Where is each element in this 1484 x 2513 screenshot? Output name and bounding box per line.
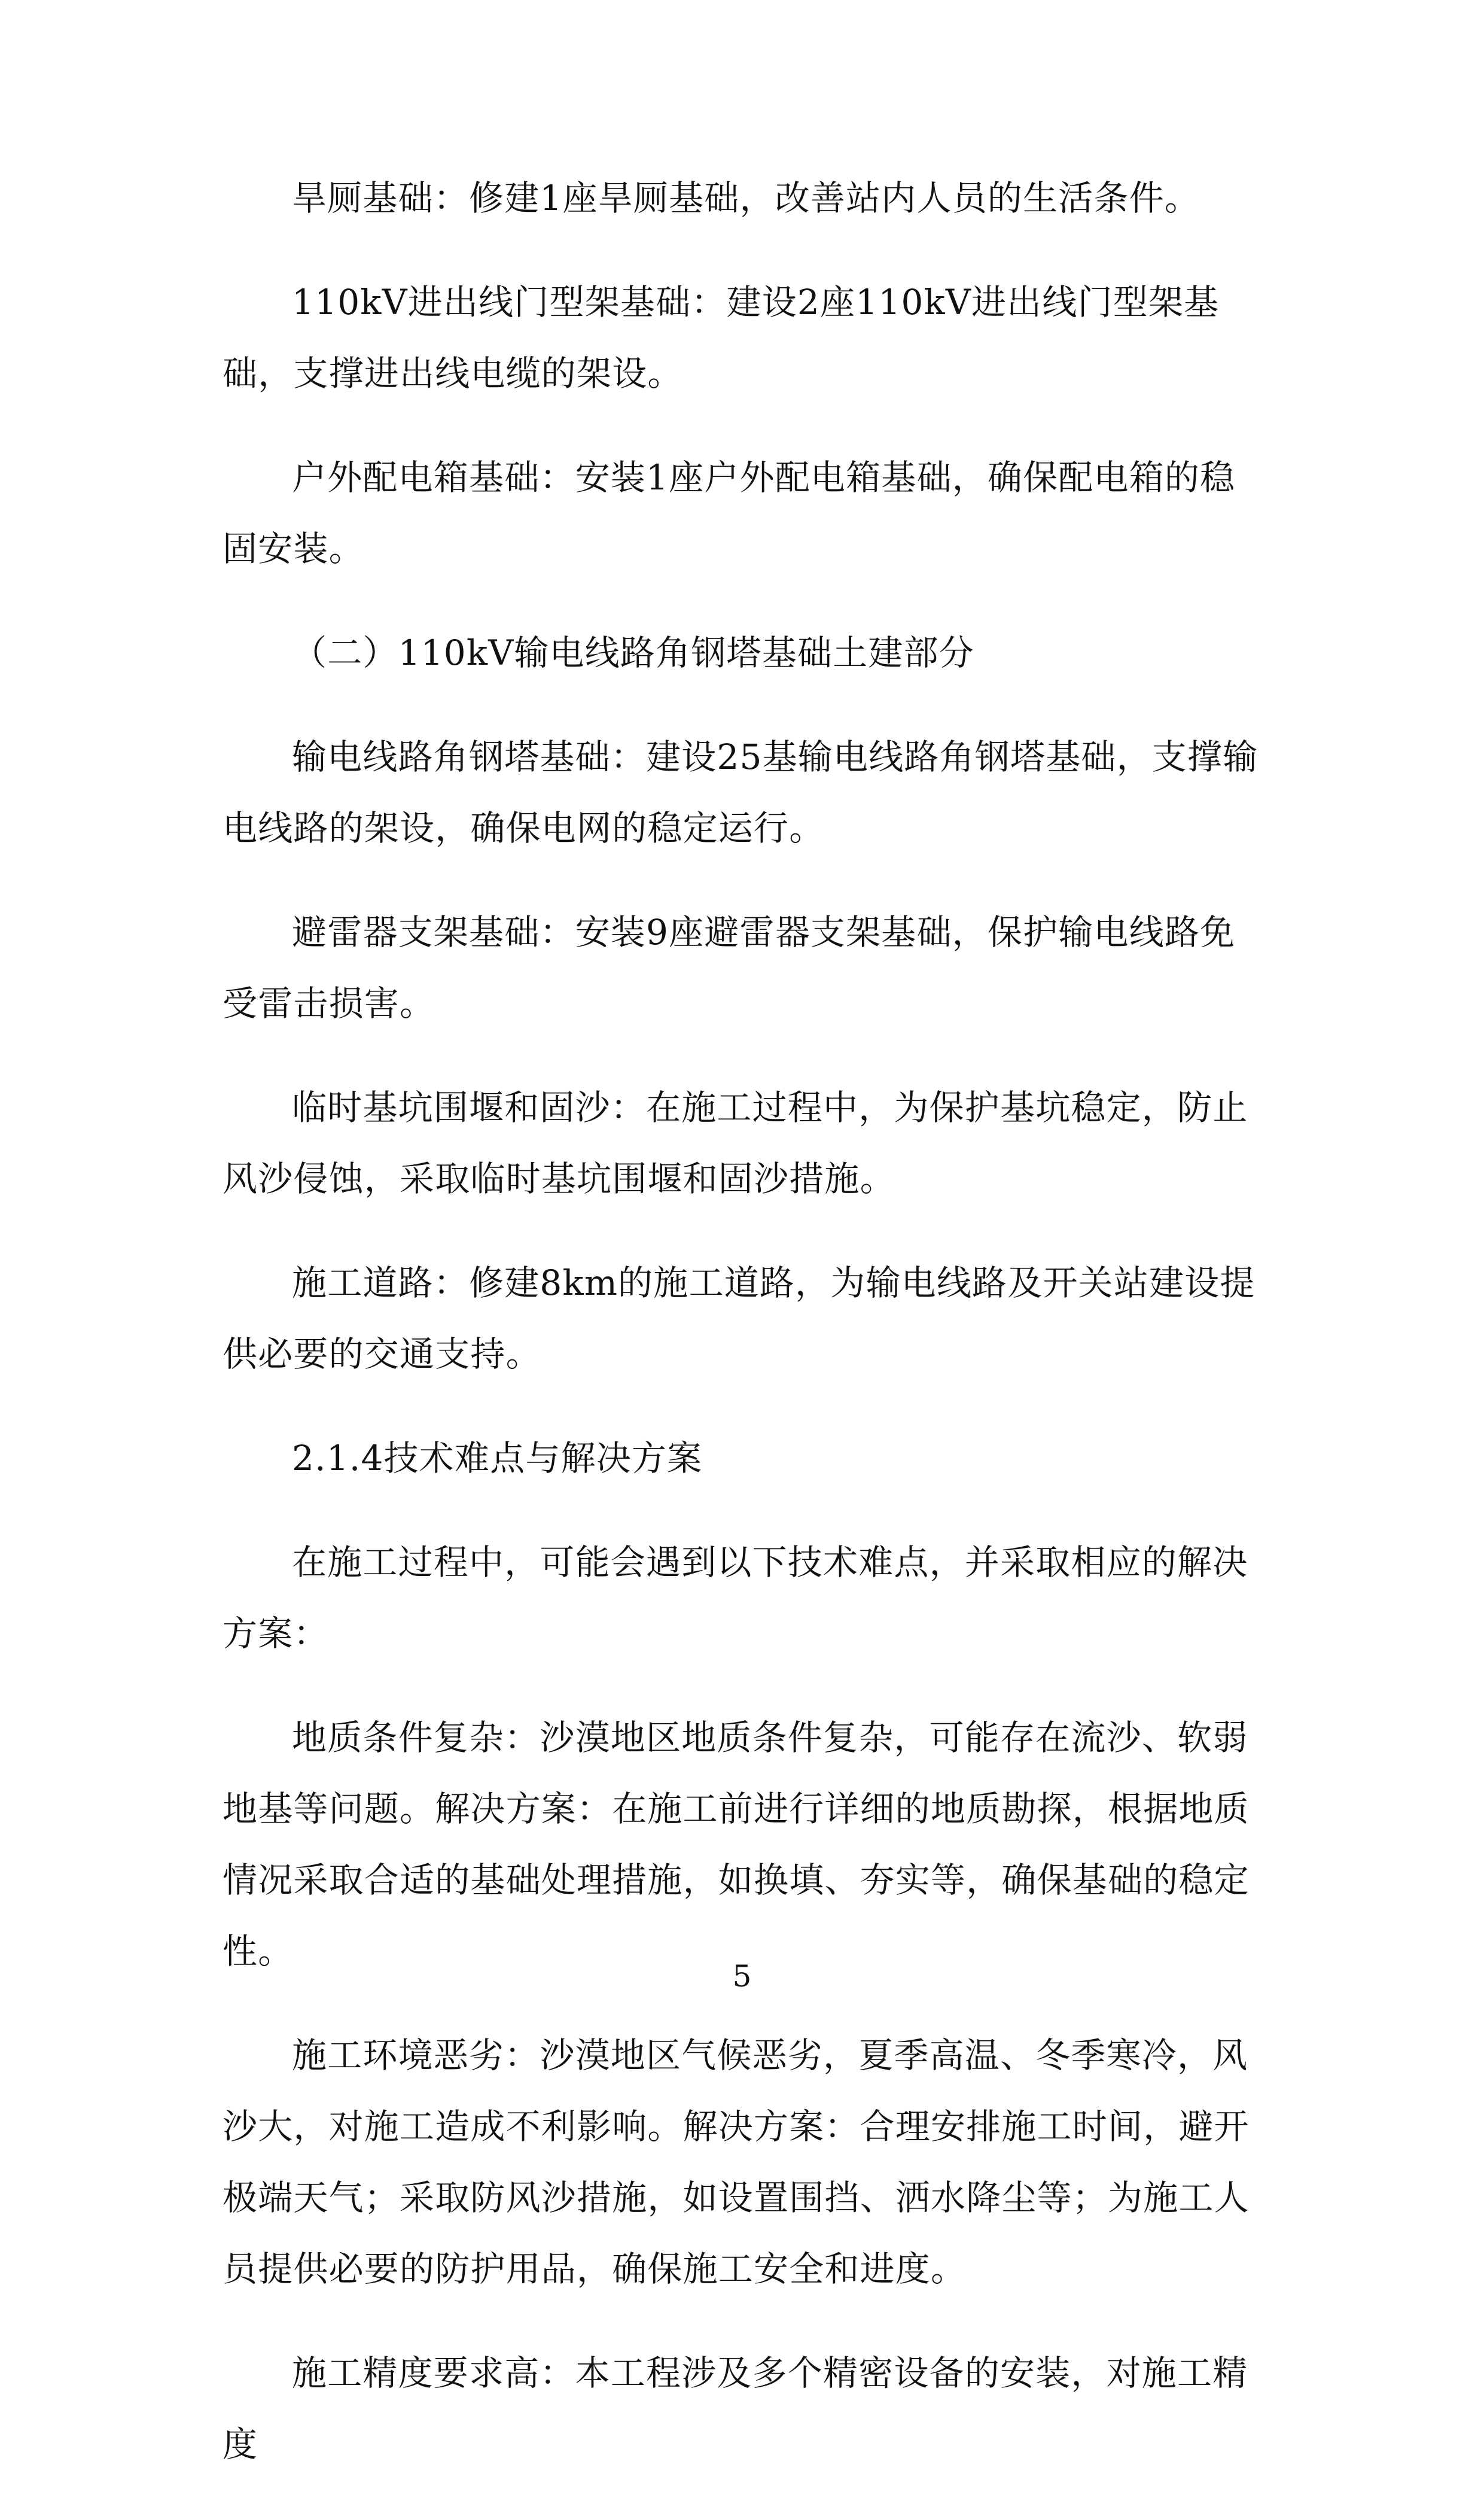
- paragraph-dry-toilet-foundation: 旱厕基础：修建1座旱厕基础，改善站内人员的生活条件。: [292, 178, 1200, 218]
- paragraph-arrester-foundation: 避雷器支架基础：安装9座避雷器支架基础，保护输电线路免受雷击损害。: [223, 912, 1236, 1024]
- paragraph-gantry-foundation: 110kV进出线门型架基础：建设2座110kV进出线门型架基础，支撑进出线电缆的架设。: [223, 282, 1220, 394]
- paragraph-precision: 施工精度要求高：本工程涉及多个精密设备的安装，对施工精度: [223, 2353, 1248, 2465]
- paragraph-geology: 地质条件复杂：沙漠地区地质条件复杂，可能存在流沙、软弱地基等问题。解决方案：在施工前进行详细的地质勘探，根据地质情况采取合适的基础处理措施，如换填、夯实等，确保基础的稳定性。: [223, 1717, 1250, 1972]
- paragraph-difficulties-intro: 在施工过程中，可能会遇到以下技术难点，并采取相应的解决方案：: [223, 1542, 1248, 1654]
- paragraph-tower-foundation: 输电线路角钢塔基础：建设25基输电线路角钢塔基础，支撑输电线路的架设，确保电网的稳定运行。: [223, 737, 1258, 848]
- paragraph-cofferdam-sand-fixing: 临时基坑围堰和固沙：在施工过程中，为保护基坑稳定，防止风沙侵蚀，采取临时基坑围堰和固沙措施。: [223, 1087, 1248, 1199]
- paragraph-construction-road: 施工道路：修建8km的施工道路，为输电线路及开关站建设提供必要的交通支持。: [223, 1262, 1256, 1374]
- page-number: 5: [732, 1959, 752, 1994]
- paragraph-environment: 施工环境恶劣：沙漠地区气候恶劣，夏季高温、冬季寒冷，风沙大，对施工造成不利影响。解决方案：合理安排施工时间，避开极端天气；采取防风沙措施，如设置围挡、洒水降尘等；为施工人员提供必要的防护用品，确保施工安全和进度。: [223, 2035, 1250, 2289]
- section-heading-technical-difficulties: 2.1.4技术难点与解决方案: [292, 1438, 703, 1478]
- body-text: [223, 163, 1269, 2513]
- paragraph-distribution-box-foundation: 户外配电箱基础：安装1座户外配电箱基础，确保配电箱的稳固安装。: [223, 457, 1236, 569]
- section-heading-tower-foundations: （二）110kV输电线路角钢塔基础土建部分: [292, 632, 974, 673]
